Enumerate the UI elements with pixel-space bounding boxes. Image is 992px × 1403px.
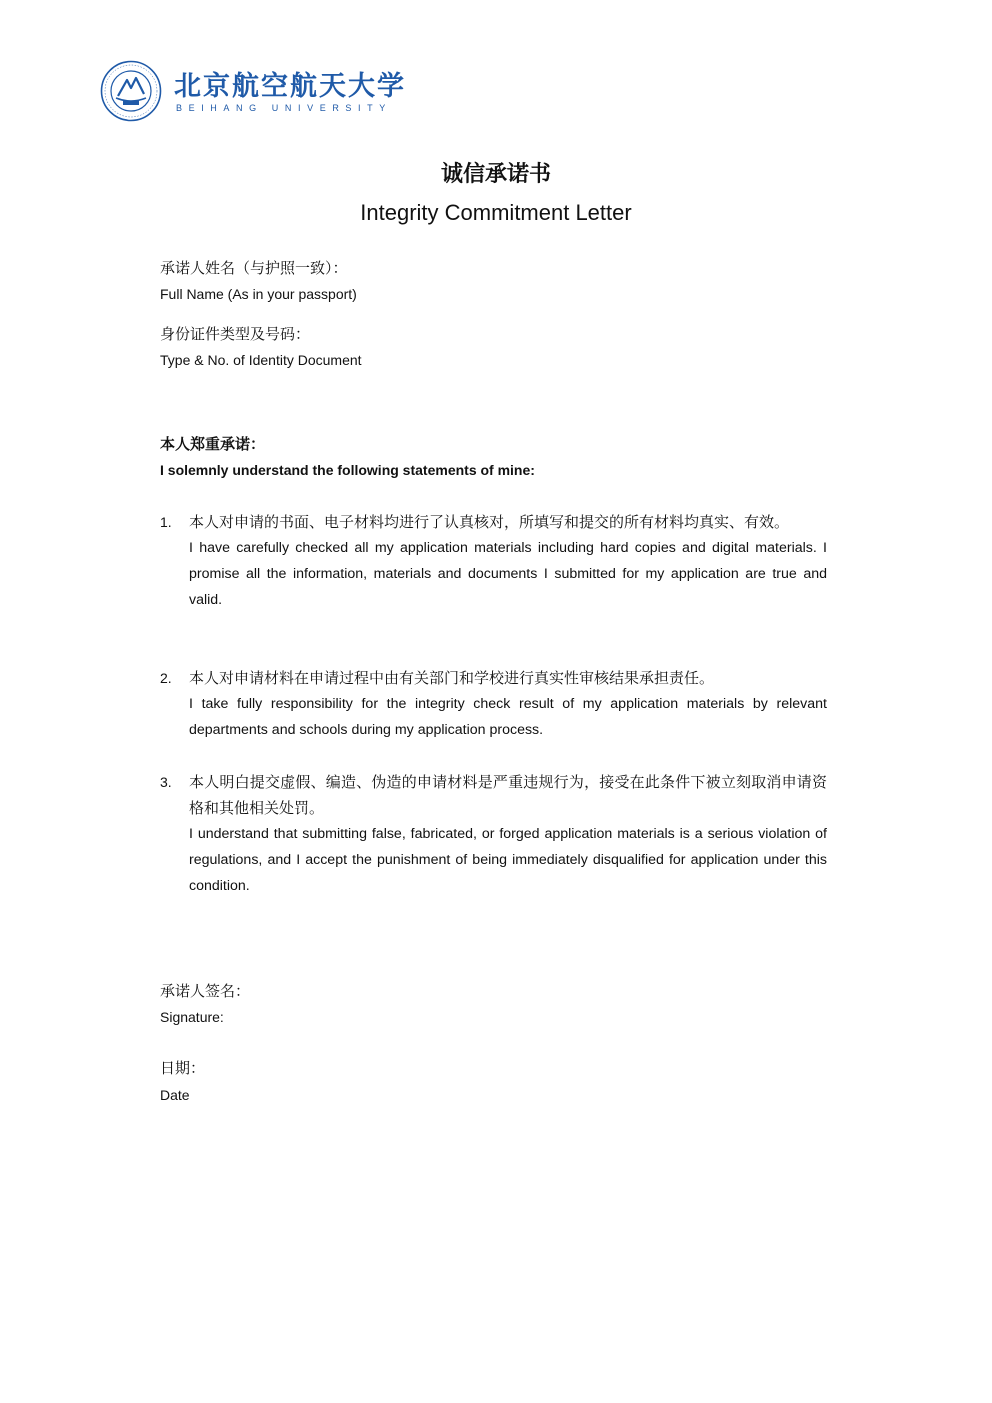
pledge-item-text-cn: 本人对申请的书面、电子材料均进行了认真核对，所填写和提交的所有材料均真实、有效。 [189, 513, 790, 531]
pledge-item-number: 3. [160, 774, 172, 790]
pledge-item-number: 1. [160, 514, 172, 530]
page-title-cn: 诚信承诺书 [440, 162, 551, 187]
pledge-item-text-en: I have carefully checked all my application materials including hard copies and digital materials. I promise all the information, materials and documents I submitted for my application are true and valid. [189, 540, 827, 608]
signature-label-cn: 承诺人签名： [160, 982, 251, 1000]
pledge-item-text-cn: 本人对申请材料在申请过程中由有关部门和学校进行真实性审核结果承担责任。 [189, 669, 715, 687]
signature-label-en: Signature: [160, 1009, 224, 1025]
pledge-heading-en: I solemnly understand the following statements of mine: [160, 462, 535, 478]
pledge-item-number: 2. [160, 670, 172, 686]
id-document-label-cn: 身份证件类型及号码： [160, 325, 311, 343]
pledge-heading-cn: 本人郑重承诺： [160, 435, 266, 453]
university-name-cn: 北京航空航天大学 [174, 71, 406, 102]
date-label-en: Date [160, 1087, 190, 1103]
pledge-item-text-en: I take fully responsibility for the integrity check result of my application materials by relevant departments and schools during my application process. [189, 696, 827, 738]
date-label-cn: 日期： [160, 1059, 206, 1077]
page-title-en: Integrity Commitment Letter [360, 200, 632, 225]
pledge-item-text-en: I understand that submitting false, fabricated, or forged application materials is a serious violation of regulations, and I accept the punishment of being immediately disqualified for application under this condition. [189, 826, 827, 894]
full-name-label-cn: 承诺人姓名（与护照一致）： [160, 259, 348, 277]
id-document-label-en: Type & No. of Identity Document [160, 352, 362, 368]
pledge-item-text-cn: 本人明白提交虚假、编造、伪造的申请材料是严重违规行为，接受在此条件下被立刻取消申请资格和其他相关处罚。 [189, 773, 827, 817]
university-name-en: BEIHANG UNIVERSITY [176, 103, 392, 113]
full-name-label-en: Full Name (As in your passport) [160, 286, 357, 302]
university-seal-icon [100, 60, 162, 122]
